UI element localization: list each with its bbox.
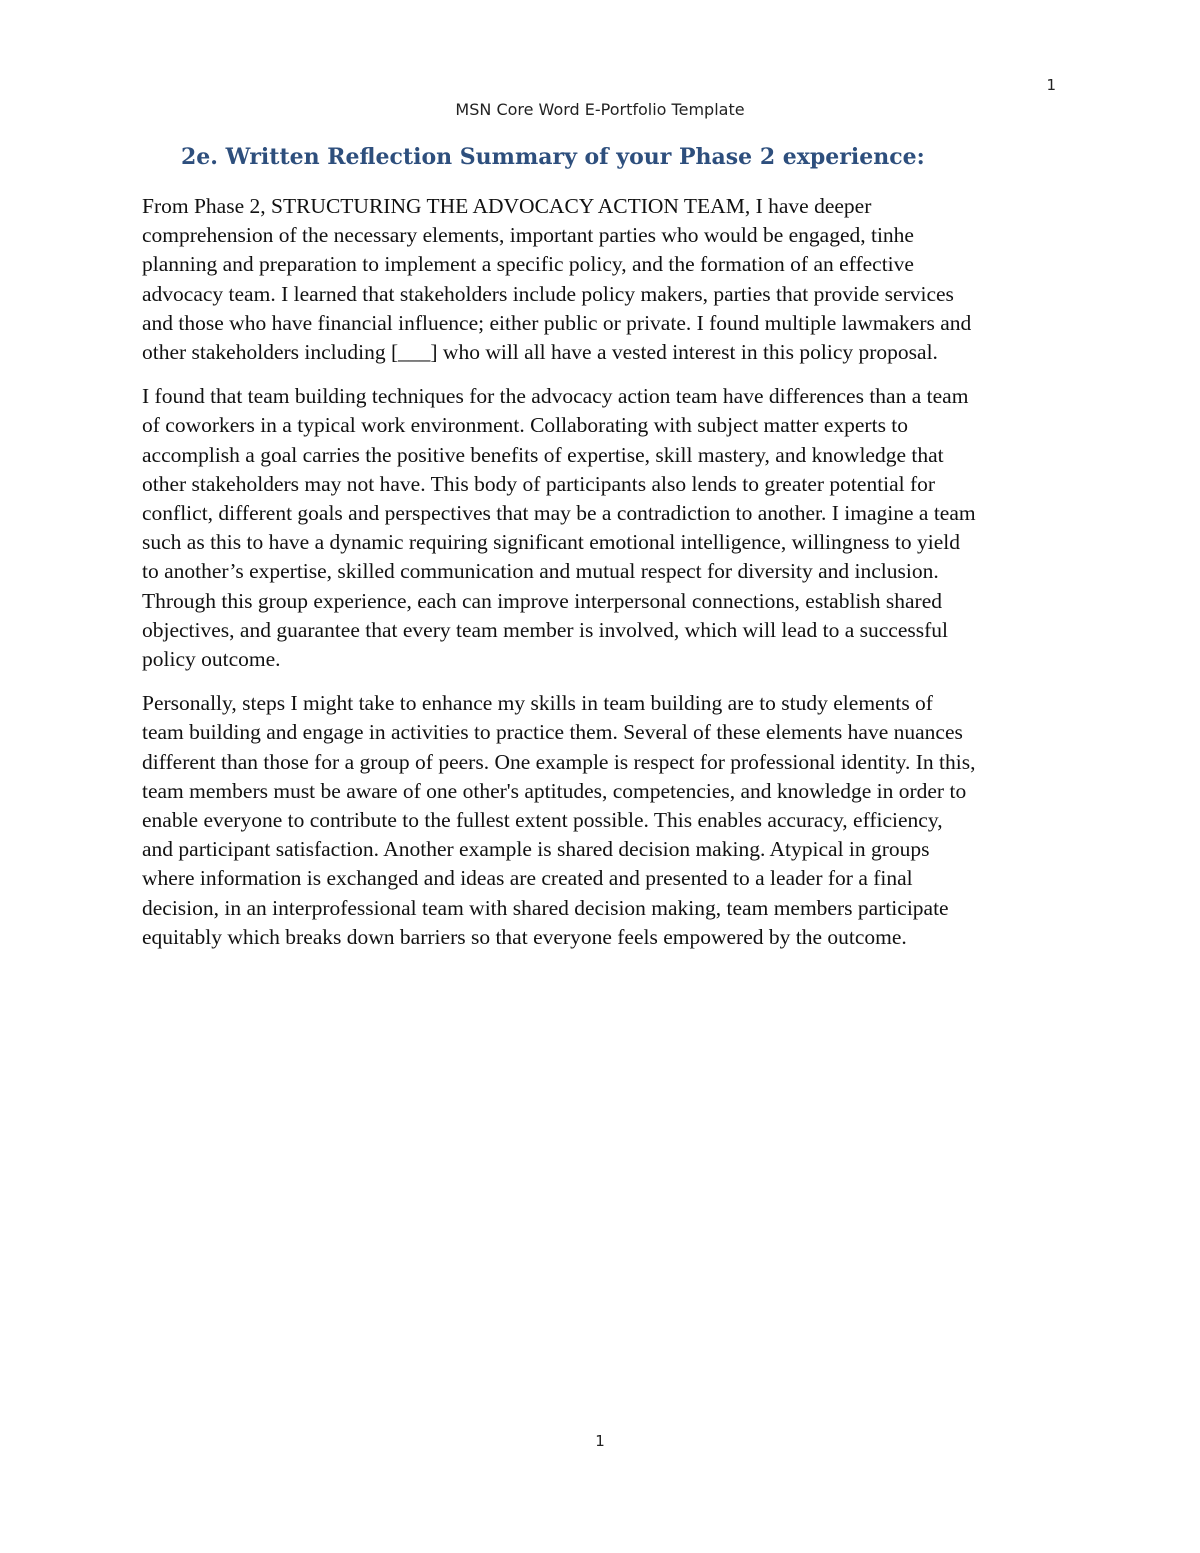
footer-page-number: 1	[595, 1432, 605, 1450]
section-heading: 2e. Written Reflection Summary of your Phase 2 experience:	[181, 144, 925, 170]
paragraph-1	[142, 192, 1062, 367]
paragraph-line: different than those for a group of peers. One example is respect for professional identity. In this,	[142, 749, 976, 774]
paragraph-line: Through this group experience, each can improve interpersonal connections, establish shared	[142, 588, 943, 613]
paragraph-line: Personally, steps I might take to enhance my skills in team building are to study elements of	[142, 691, 933, 716]
paragraph-line: such as this to have a dynamic requiring significant emotional intelligence, willingness to yield	[142, 530, 961, 555]
paragraph-line: other stakeholders may not have. This body of participants also lends to greater potential for	[142, 471, 936, 496]
paragraph-line: team members must be aware of one other's aptitudes, competencies, and knowledge in order to	[142, 778, 967, 803]
paragraph-line: planning and preparation to implement a specific policy, and the formation of an effective	[142, 252, 914, 277]
paragraph-line: enable everyone to contribute to the fullest extent possible. This enables accuracy, efficiency,	[142, 808, 943, 833]
paragraph-line: I found that team building techniques for the advocacy action team have differences than a team	[142, 384, 969, 409]
paragraph-line: accomplish a goal carries the positive benefits of expertise, skill mastery, and knowledge that	[142, 442, 944, 467]
paragraph-line: policy outcome.	[142, 647, 281, 672]
paragraph-line: where information is exchanged and ideas are created and presented to a leader for a final	[142, 866, 913, 891]
paragraph-line: to another’s expertise, skilled communication and mutual respect for diversity and inclusion.	[142, 559, 939, 584]
paragraph-line: team building and engage in activities to practice them. Several of these elements have nuances	[142, 720, 963, 745]
paragraph-line: other stakeholders including [___] who will all have a vested interest in this policy proposal.	[142, 340, 938, 365]
paragraph-line: objectives, and guarantee that every team member is involved, which will lead to a successful	[142, 617, 948, 642]
paragraph-line: and participant satisfaction. Another example is shared decision making. Atypical in groups	[142, 837, 930, 862]
paragraph-2	[142, 382, 1062, 674]
paragraph-3	[142, 689, 1062, 952]
paragraph-line: of coworkers in a typical work environment. Collaborating with subject matter experts to	[142, 413, 909, 438]
header-title: MSN Core Word E-Portfolio Template	[455, 100, 745, 119]
paragraph-line: From Phase 2, STRUCTURING THE ADVOCACY ACTION TEAM, I have deeper	[142, 194, 872, 218]
document-body	[142, 192, 1062, 967]
paragraph-line: conflict, different goals and perspectives that may be a contradiction to another. I imagine a team	[142, 501, 976, 526]
paragraph-line: decision, in an interprofessional team with shared decision making, team members participate	[142, 895, 949, 920]
paragraph-line: advocacy team. I learned that stakeholders include policy makers, parties that provide services	[142, 281, 954, 306]
paragraph-line: comprehension of the necessary elements, important parties who would be engaged, tinhe	[142, 223, 914, 248]
paragraph-line: and those who have financial influence; either public or private. I found multiple lawmakers and	[142, 310, 972, 335]
header-page-number: 1	[1046, 76, 1056, 94]
paragraph-line: equitably which breaks down barriers so that everyone feels empowered by the outcome.	[142, 924, 907, 949]
